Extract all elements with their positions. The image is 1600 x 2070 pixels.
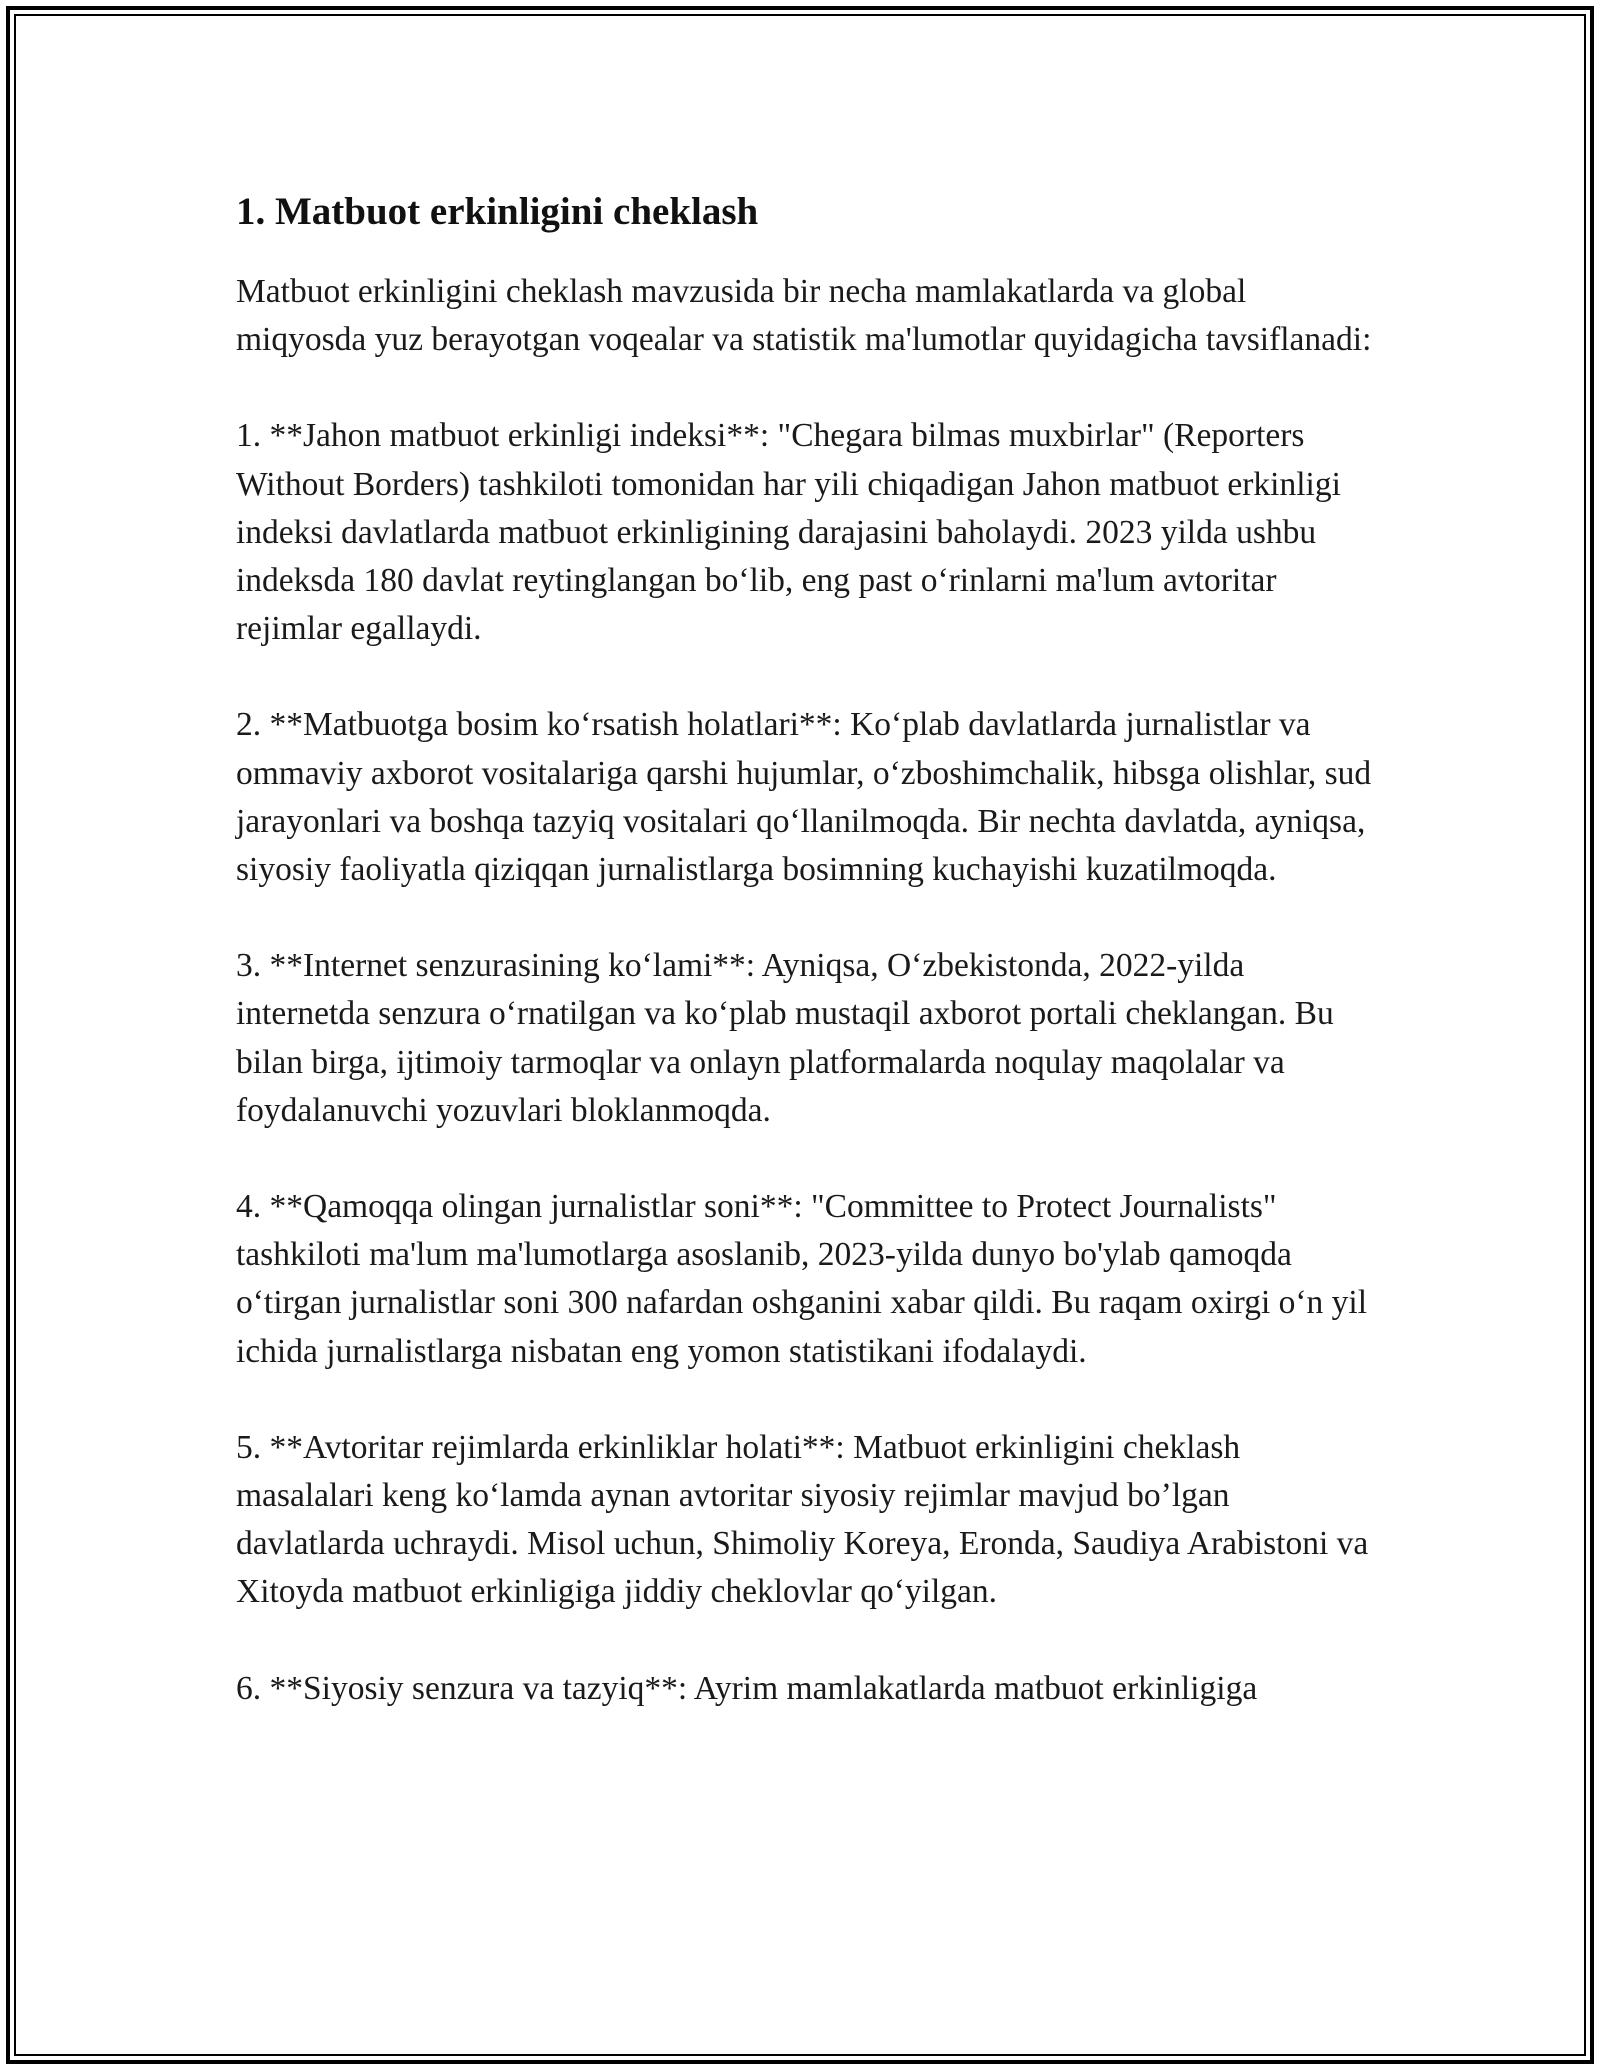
list-item-internet-censorship: 3. **Internet senzurasining koʻlami**: Ayniqsa, Oʻzbekistonda, 2022-yilda internetda senzura oʻrnatilgan va koʻplab mustaqil axborot portali cheklangan. Bu bilan birga, ijtimoiy tarmoqlar va onlayn platformalarda noqulay maqolalar va foydalanuvchi yozuvlari bloklanmoqda. xyxy=(236,947,1334,1129)
list-item-authoritarian-regimes: 5. **Avtoritar rejimlarda erkinliklar holati**: Matbuot erkinligini cheklash masalalari keng koʻlamda aynan avtoritar siyosiy rejimlar mavjud boʼlgan davlatlarda uchraydi. Misol uchun, Shimoliy Koreya, Eronda, Saudiya Arabistoni va Xitoyda matbuot erkinligiga jiddiy cheklovlar qoʻyilgan. xyxy=(236,1428,1369,1611)
list-item-press-pressure: 2. **Matbuotga bosim koʻrsatish holatlari**: Koʻplab davlatlarda jurnalistlar va ommaviy axborot vositalariga qarshi hujumlar, oʻzboshimchalik, hibsga olishlar, sud jarayonlari va boshqa tazyiq vositalari qoʻllanilmoqda. Bir nechta davlatda, ayniqsa, siyosiy faoliyatla qiziqqan jurnalistlarga bosimning kuchayishi kuzatilmoqda. xyxy=(236,706,1372,889)
section-heading: 1. Matbuot erkinligini cheklash xyxy=(236,190,759,233)
intro-paragraph: Matbuot erkinligini cheklash mavzusida bir necha mamlakatlarda va global miqyosda yuz berayotgan voqealar va statistik ma'lumotlar quyidagicha tavsiflanadi: xyxy=(236,273,1372,359)
list-item-press-freedom-index: 1. **Jahon matbuot erkinligi indeksi**: "Chegara bilmas muxbirlar" (Reporters Without Borders) tashkiloti tomonidan har yili chiqadigan Jahon matbuot erkinligi indeksi davlatlarda matbuot erkinligining darajasini baholaydi. 2023 yilda ushbu indeksda 180 davlat reytinglangan boʻlib, eng past oʻrinlarni ma'lum avtoritar rejimlar egallaydi. xyxy=(236,417,1341,648)
list-item-imprisoned-journalists: 4. **Qamoqqa olingan jurnalistlar soni**: "Committee to Protect Journalists" tashkiloti ma'lum ma'lumotlarga asoslanib, 2023-yilda dunyo bo'ylab qamoqda oʻtirgan jurnalistlar soni 300 nafardan oshganini xabar qildi. Bu raqam oxirgi oʻn yil ichida jurnalistlarga nisbatan eng yomon statistikani ifodalaydi. xyxy=(236,1188,1368,1370)
document-body xyxy=(236,186,1376,1761)
list-item-political-censorship: 6. **Siyosiy senzura va tazyiq**: Ayrim mamlakatlarda matbuot erkinligiga xyxy=(236,1669,1258,1707)
